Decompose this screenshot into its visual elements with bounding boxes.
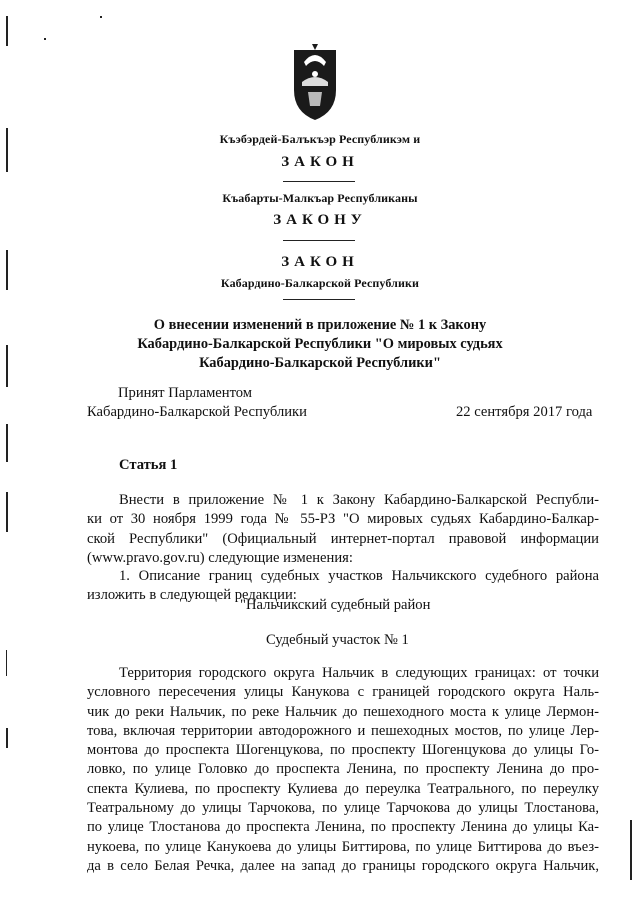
header-language-balkar: Къабарты-Малкъар Республиканы (222, 191, 418, 205)
paragraph-line: спекта Кулиева, по проспекту Кулиева до переулка Театрального, по переулку (87, 780, 599, 797)
paragraph-line: изложить в следующей редакции: (87, 587, 297, 604)
adoption-date: 22 сентября 2017 года (456, 404, 593, 420)
coat-of-arms-icon (290, 42, 340, 122)
paragraph-line: да в село Белая Речка, далее на запад до границы городского округа Нальчик, (87, 857, 599, 874)
paragraph-line: ской Республики" (Официальный интернет-портал правовой информации (87, 530, 599, 547)
paragraph-line: Театральному до улицы Тарчокова, по улице Тарчокова до улицы Тлостанова, (87, 800, 599, 817)
article-paragraph (87, 491, 599, 568)
paragraph-line: Территория городского округа Нальчик в следующих границах: от точки (119, 665, 599, 681)
paragraph-line: (www.pravo.gov.ru) следующие изменения: (87, 549, 353, 566)
law-heading-russian: ЗАКОН (281, 254, 359, 270)
paragraph-line: това, включая территории автодорожного и пешеходных мостов, по улице Лер- (87, 722, 599, 739)
scan-mark (6, 650, 7, 676)
title-line: Кабардино-Балкарской Республики" (199, 355, 441, 371)
scan-mark (6, 492, 8, 532)
paragraph-line: нукоева, по улице Канукоева до улицы Биттирова, по улице Биттирова до въез- (87, 838, 599, 855)
scan-mark (6, 424, 8, 462)
adoption-line: Принят Парламентом (118, 385, 253, 401)
paragraph-line: монтова до проспекта Шогенцукова, по проспекту Шогенцукова до улицы Го- (87, 742, 599, 759)
territory-paragraph (87, 664, 599, 876)
paragraph-line: ловко, по улице Головко до проспекта Ленина, по проспекту Ленина до про- (87, 761, 599, 778)
divider (283, 240, 355, 241)
header-language-kabardian: Къэбэрдей-Балъкъэр Республикэм и (219, 132, 421, 146)
divider (283, 181, 355, 182)
title-line: О внесении изменений в приложение № 1 к Закону (153, 317, 487, 333)
scan-mark (630, 820, 632, 880)
paragraph-line: ки от 30 ноября 1999 года № 55-РЗ "О мировых судьях Кабардино-Балкар- (87, 511, 599, 528)
district-heading: "Нальчикский судебный район (240, 597, 431, 613)
divider (283, 299, 355, 300)
adoption-line: Кабардино-Балкарской Республики (87, 404, 307, 420)
scan-mark (100, 16, 102, 18)
scan-mark (6, 345, 8, 387)
scan-mark (44, 38, 46, 40)
paragraph-line: условного пересечения улицы Канукова с границей городского округа Наль- (87, 684, 599, 701)
header-language-russian: Кабардино-Балкарской Республики (220, 276, 420, 290)
paragraph-line: чик до реки Нальчик, по реке Нальчик до пешеходного моста к улице Лермон- (87, 703, 599, 720)
scan-mark (6, 16, 8, 46)
scan-mark (6, 728, 8, 748)
paragraph-line: по улице Тлостанова до проспекта Ленина, по проспекту Ленина до улицы Ка- (87, 819, 599, 836)
paragraph-line: Внести в приложение № 1 к Закону Кабардино-Балкарской Республи- (119, 492, 599, 508)
law-heading-kabardian: ЗАКОН (281, 154, 359, 170)
law-heading-balkar: ЗАКОНУ (273, 212, 367, 228)
document-title (100, 316, 540, 373)
sector-heading: Судебный участок № 1 (266, 632, 409, 648)
paragraph-line: 1. Описание границ судебных участков Нальчикского судебного района (119, 568, 599, 584)
title-line: Кабардино-Балкарской Республики "О мировых судьях (137, 336, 503, 352)
article-heading: Статья 1 (119, 457, 178, 473)
